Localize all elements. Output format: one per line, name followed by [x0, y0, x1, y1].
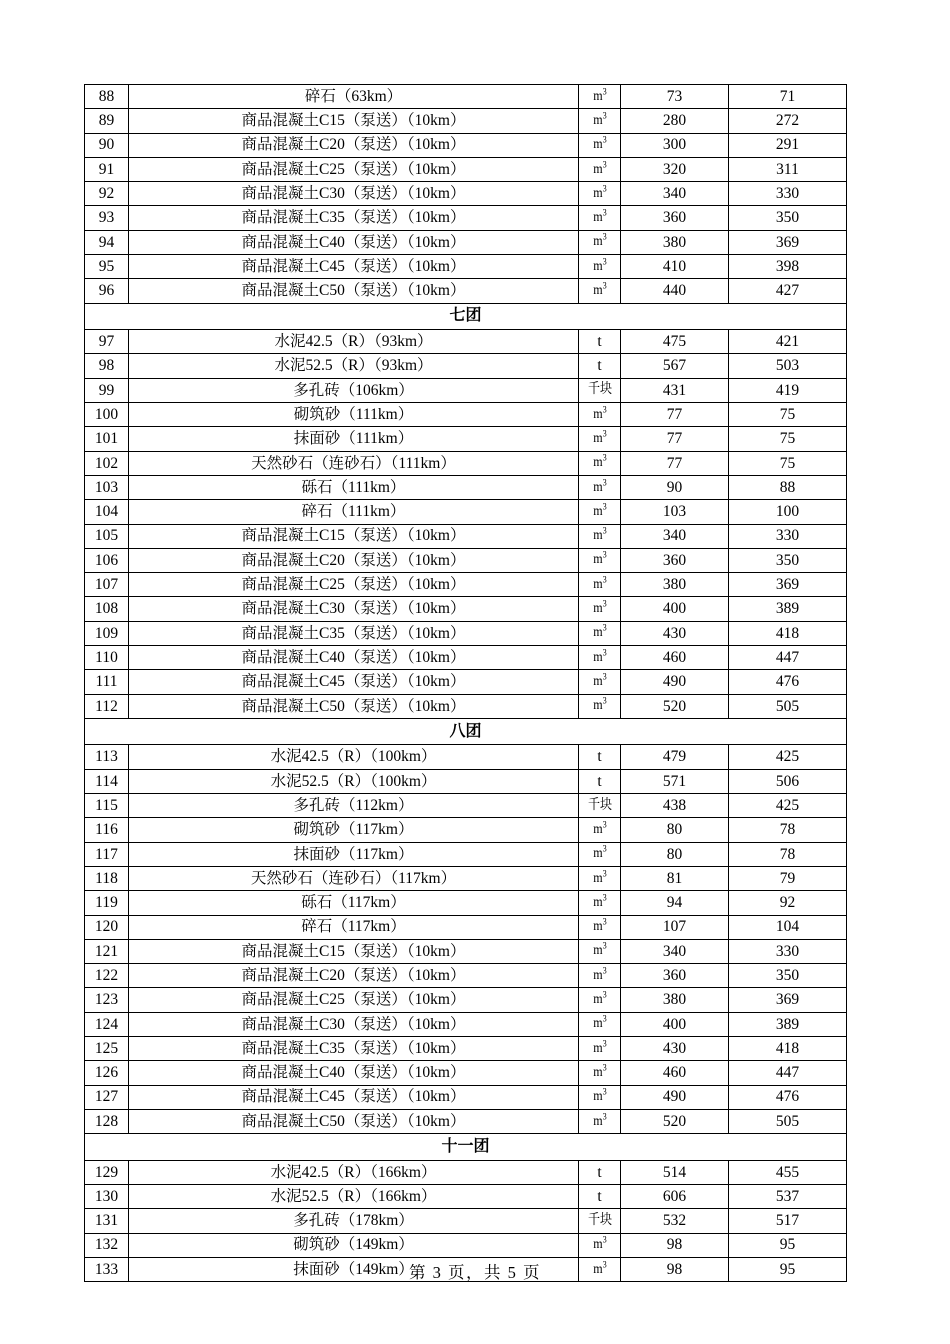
price-value-2: 419 — [729, 378, 847, 402]
table-row — [85, 500, 847, 524]
price-value-1: 567 — [621, 354, 729, 378]
price-value-1: 73 — [621, 85, 729, 109]
table-row — [85, 230, 847, 254]
price-value-1: 380 — [621, 230, 729, 254]
price-value-1: 479 — [621, 745, 729, 769]
unit-cell: $m^3$ — [581, 621, 617, 645]
table-row — [85, 818, 847, 842]
row-number: 125 — [85, 1036, 129, 1060]
material-name: 商品混凝土C45（泵送）（10km） — [129, 670, 579, 694]
unit-cell: $m^3$ — [581, 1085, 617, 1109]
unit-cell: $m^3$ — [581, 500, 617, 524]
table-row — [85, 427, 847, 451]
price-value-2: 398 — [729, 255, 847, 279]
price-value-2: 95 — [729, 1257, 847, 1281]
price-value-1: 571 — [621, 769, 729, 793]
row-number: 114 — [85, 769, 129, 793]
row-number: 93 — [85, 206, 129, 230]
material-name: 水泥52.5（R）（100km） — [129, 769, 579, 793]
price-value-1: 77 — [621, 403, 729, 427]
row-number: 100 — [85, 403, 129, 427]
price-value-2: 517 — [729, 1209, 847, 1233]
table-row — [85, 866, 847, 890]
price-value-2: 100 — [729, 500, 847, 524]
price-value-1: 532 — [621, 1209, 729, 1233]
table-row — [85, 988, 847, 1012]
table-row — [85, 1109, 847, 1133]
material-name: 商品混凝土C20（泵送）（10km） — [129, 133, 579, 157]
price-table-container — [84, 84, 846, 1282]
price-value-2: 389 — [729, 1012, 847, 1036]
price-value-2: 272 — [729, 109, 847, 133]
material-name: 商品混凝土C45（泵送）（10km） — [129, 1085, 579, 1109]
material-name: 抹面砂（111km） — [129, 427, 579, 451]
section-title: 七团 — [85, 303, 847, 330]
table-row — [85, 378, 847, 402]
material-price-table — [84, 84, 847, 1282]
row-number: 115 — [85, 794, 129, 818]
price-value-2: 350 — [729, 964, 847, 988]
price-value-1: 400 — [621, 597, 729, 621]
material-name: 商品混凝土C30（泵送）（10km） — [129, 597, 579, 621]
row-number: 110 — [85, 646, 129, 670]
material-name: 商品混凝土C30（泵送）（10km） — [129, 182, 579, 206]
row-number: 123 — [85, 988, 129, 1012]
row-number: 129 — [85, 1160, 129, 1184]
unit-cell: $m^3$ — [581, 939, 617, 963]
price-value-1: 80 — [621, 818, 729, 842]
material-name: 商品混凝土C35（泵送）（10km） — [129, 206, 579, 230]
table-row — [85, 255, 847, 279]
unit-cell: $m^3$ — [581, 85, 617, 109]
unit-cell: 千块 — [581, 1209, 617, 1233]
row-number: 121 — [85, 939, 129, 963]
row-number: 92 — [85, 182, 129, 206]
material-name: 商品混凝土C50（泵送）（10km） — [129, 1109, 579, 1133]
section-header-row — [85, 718, 847, 745]
material-name: 水泥52.5（R）（93km） — [129, 354, 579, 378]
table-row — [85, 157, 847, 181]
unit-cell: $m^3$ — [581, 694, 617, 718]
material-name: 碎石（117km） — [129, 915, 579, 939]
table-row — [85, 1012, 847, 1036]
row-number: 126 — [85, 1061, 129, 1085]
unit-cell: $m^3$ — [581, 133, 617, 157]
price-value-2: 330 — [729, 182, 847, 206]
price-value-1: 400 — [621, 1012, 729, 1036]
price-value-1: 430 — [621, 1036, 729, 1060]
price-value-1: 606 — [621, 1184, 729, 1208]
price-value-1: 90 — [621, 475, 729, 499]
unit-cell: 千块 — [581, 378, 617, 402]
row-number: 106 — [85, 548, 129, 572]
price-value-2: 350 — [729, 206, 847, 230]
row-number: 104 — [85, 500, 129, 524]
price-value-1: 490 — [621, 670, 729, 694]
table-row — [85, 330, 847, 354]
price-value-2: 75 — [729, 427, 847, 451]
material-name: 多孔砖（178km） — [129, 1209, 579, 1233]
price-value-1: 460 — [621, 1061, 729, 1085]
material-name: 商品混凝土C15（泵送）（10km） — [129, 109, 579, 133]
material-name: 商品混凝土C40（泵送）（10km） — [129, 1061, 579, 1085]
material-name: 水泥42.5（R）（166km） — [129, 1160, 579, 1184]
unit-cell: $m^3$ — [581, 1257, 617, 1281]
price-value-2: 427 — [729, 279, 847, 303]
unit-cell: $m^3$ — [581, 573, 617, 597]
material-name: 抹面砂（117km） — [129, 842, 579, 866]
table-row — [85, 694, 847, 718]
price-value-2: 418 — [729, 621, 847, 645]
material-name: 商品混凝土C20（泵送）（10km） — [129, 548, 579, 572]
table-row — [85, 794, 847, 818]
price-value-2: 291 — [729, 133, 847, 157]
row-number: 95 — [85, 255, 129, 279]
table-row — [85, 597, 847, 621]
unit-cell: $m^3$ — [581, 157, 617, 181]
material-name: 商品混凝土C40（泵送）（10km） — [129, 646, 579, 670]
table-row — [85, 475, 847, 499]
table-row — [85, 939, 847, 963]
price-value-1: 440 — [621, 279, 729, 303]
material-name: 商品混凝土C30（泵送）（10km） — [129, 1012, 579, 1036]
row-number: 105 — [85, 524, 129, 548]
table-row — [85, 451, 847, 475]
section-header-row — [85, 303, 847, 330]
unit-cell: $m^3$ — [581, 818, 617, 842]
price-value-2: 418 — [729, 1036, 847, 1060]
table-row — [85, 85, 847, 109]
material-name: 天然砂石（连砂石）（111km） — [129, 451, 579, 475]
row-number: 102 — [85, 451, 129, 475]
unit-cell: $m^3$ — [581, 451, 617, 475]
price-value-2: 330 — [729, 524, 847, 548]
price-value-1: 77 — [621, 427, 729, 451]
table-row — [85, 573, 847, 597]
material-name: 砌筑砂（111km） — [129, 403, 579, 427]
material-name: 碎石（111km） — [129, 500, 579, 524]
row-number: 98 — [85, 354, 129, 378]
unit-cell: $m^3$ — [581, 206, 617, 230]
row-number: 128 — [85, 1109, 129, 1133]
unit-cell: $m^3$ — [581, 646, 617, 670]
price-value-1: 438 — [621, 794, 729, 818]
price-value-2: 71 — [729, 85, 847, 109]
page-footer: 第 3 页，共 5 页 — [409, 1263, 541, 1282]
price-value-2: 503 — [729, 354, 847, 378]
table-row — [85, 206, 847, 230]
unit-cell: $m^3$ — [581, 1233, 617, 1257]
table-row — [85, 915, 847, 939]
price-value-2: 447 — [729, 646, 847, 670]
row-number: 118 — [85, 866, 129, 890]
price-value-2: 369 — [729, 230, 847, 254]
table-row — [85, 279, 847, 303]
row-number: 101 — [85, 427, 129, 451]
unit-cell: $m^3$ — [581, 109, 617, 133]
price-value-2: 78 — [729, 842, 847, 866]
row-number: 124 — [85, 1012, 129, 1036]
unit-cell: $m^3$ — [581, 427, 617, 451]
price-value-1: 107 — [621, 915, 729, 939]
row-number: 103 — [85, 475, 129, 499]
material-name: 多孔砖（112km） — [129, 794, 579, 818]
price-value-1: 380 — [621, 573, 729, 597]
price-value-2: 311 — [729, 157, 847, 181]
price-value-2: 447 — [729, 1061, 847, 1085]
unit-cell: $m^3$ — [581, 597, 617, 621]
material-name: 天然砂石（连砂石）（117km） — [129, 866, 579, 890]
unit-cell: $m^3$ — [581, 842, 617, 866]
table-row — [85, 133, 847, 157]
unit-cell: $m^3$ — [581, 866, 617, 890]
unit-cell: t — [579, 330, 621, 354]
price-value-2: 506 — [729, 769, 847, 793]
price-value-1: 98 — [621, 1257, 729, 1281]
table-row — [85, 670, 847, 694]
row-number: 127 — [85, 1085, 129, 1109]
price-value-1: 514 — [621, 1160, 729, 1184]
unit-cell: $m^3$ — [581, 279, 617, 303]
price-value-2: 75 — [729, 451, 847, 475]
material-name: 水泥52.5（R）（166km） — [129, 1184, 579, 1208]
price-value-2: 537 — [729, 1184, 847, 1208]
price-value-1: 520 — [621, 1109, 729, 1133]
price-value-1: 360 — [621, 548, 729, 572]
price-value-2: 476 — [729, 670, 847, 694]
unit-cell: $m^3$ — [581, 915, 617, 939]
material-name: 商品混凝土C50（泵送）（10km） — [129, 694, 579, 718]
material-name: 商品混凝土C50（泵送）（10km） — [129, 279, 579, 303]
price-value-1: 380 — [621, 988, 729, 1012]
table-row — [85, 891, 847, 915]
row-number: 99 — [85, 378, 129, 402]
row-number: 119 — [85, 891, 129, 915]
material-name: 商品混凝土C25（泵送）（10km） — [129, 988, 579, 1012]
unit-cell: $m^3$ — [581, 988, 617, 1012]
price-value-2: 75 — [729, 403, 847, 427]
table-row — [85, 548, 847, 572]
material-name: 商品混凝土C15（泵送）（10km） — [129, 939, 579, 963]
price-value-1: 360 — [621, 206, 729, 230]
price-value-1: 280 — [621, 109, 729, 133]
price-value-1: 490 — [621, 1085, 729, 1109]
section-title: 十一团 — [85, 1134, 847, 1161]
table-row — [85, 182, 847, 206]
material-name: 抹面砂（149km） — [129, 1257, 579, 1281]
price-value-1: 520 — [621, 694, 729, 718]
row-number: 131 — [85, 1209, 129, 1233]
material-name: 水泥42.5（R）（93km） — [129, 330, 579, 354]
unit-cell: $m^3$ — [581, 524, 617, 548]
table-row — [85, 646, 847, 670]
section-header-row — [85, 1134, 847, 1161]
row-number: 97 — [85, 330, 129, 354]
row-number: 113 — [85, 745, 129, 769]
price-value-1: 80 — [621, 842, 729, 866]
material-name: 砾石（117km） — [129, 891, 579, 915]
table-row — [85, 1160, 847, 1184]
unit-cell: $m^3$ — [581, 1061, 617, 1085]
table-row — [85, 109, 847, 133]
unit-cell: $m^3$ — [581, 964, 617, 988]
material-name: 商品混凝土C45（泵送）（10km） — [129, 255, 579, 279]
price-value-2: 104 — [729, 915, 847, 939]
price-value-2: 505 — [729, 1109, 847, 1133]
price-value-2: 369 — [729, 988, 847, 1012]
price-value-2: 92 — [729, 891, 847, 915]
unit-cell: $m^3$ — [581, 230, 617, 254]
price-value-2: 95 — [729, 1233, 847, 1257]
row-number: 130 — [85, 1184, 129, 1208]
unit-cell: t — [579, 769, 621, 793]
row-number: 90 — [85, 133, 129, 157]
price-value-2: 476 — [729, 1085, 847, 1109]
price-value-2: 88 — [729, 475, 847, 499]
material-name: 商品混凝土C25（泵送）（10km） — [129, 573, 579, 597]
row-number: 132 — [85, 1233, 129, 1257]
unit-cell: t — [579, 745, 621, 769]
price-value-1: 320 — [621, 157, 729, 181]
unit-cell: $m^3$ — [581, 403, 617, 427]
price-value-1: 431 — [621, 378, 729, 402]
table-row — [85, 354, 847, 378]
row-number: 94 — [85, 230, 129, 254]
table-row — [85, 745, 847, 769]
row-number: 107 — [85, 573, 129, 597]
material-name: 商品混凝土C35（泵送）（10km） — [129, 621, 579, 645]
price-value-2: 330 — [729, 939, 847, 963]
material-name: 商品混凝土C35（泵送）（10km） — [129, 1036, 579, 1060]
table-row — [85, 1209, 847, 1233]
price-value-1: 475 — [621, 330, 729, 354]
price-value-1: 410 — [621, 255, 729, 279]
table-row — [85, 403, 847, 427]
unit-cell: t — [579, 1184, 621, 1208]
table-row — [85, 524, 847, 548]
price-value-1: 81 — [621, 866, 729, 890]
unit-cell: $m^3$ — [581, 182, 617, 206]
material-name: 商品混凝土C25（泵送）（10km） — [129, 157, 579, 181]
row-number: 122 — [85, 964, 129, 988]
price-value-1: 340 — [621, 182, 729, 206]
price-value-1: 340 — [621, 524, 729, 548]
price-value-1: 300 — [621, 133, 729, 157]
row-number: 91 — [85, 157, 129, 181]
price-value-1: 94 — [621, 891, 729, 915]
row-number: 120 — [85, 915, 129, 939]
row-number: 88 — [85, 85, 129, 109]
row-number: 117 — [85, 842, 129, 866]
unit-cell: $m^3$ — [581, 475, 617, 499]
table-row — [85, 1085, 847, 1109]
material-name: 商品混凝土C15（泵送）（10km） — [129, 524, 579, 548]
material-name: 商品混凝土C20（泵送）（10km） — [129, 964, 579, 988]
price-value-1: 340 — [621, 939, 729, 963]
price-value-2: 79 — [729, 866, 847, 890]
table-row — [85, 964, 847, 988]
price-value-2: 350 — [729, 548, 847, 572]
table-row — [85, 842, 847, 866]
row-number: 112 — [85, 694, 129, 718]
unit-cell: $m^3$ — [581, 891, 617, 915]
table-row — [85, 1061, 847, 1085]
material-name: 砌筑砂（149km） — [129, 1233, 579, 1257]
price-value-1: 360 — [621, 964, 729, 988]
row-number: 111 — [85, 670, 129, 694]
table-body — [85, 85, 847, 1282]
material-name: 水泥42.5（R）（100km） — [129, 745, 579, 769]
unit-cell: $m^3$ — [581, 548, 617, 572]
row-number: 108 — [85, 597, 129, 621]
unit-cell: $m^3$ — [581, 670, 617, 694]
price-value-2: 505 — [729, 694, 847, 718]
row-number: 116 — [85, 818, 129, 842]
unit-cell: $m^3$ — [581, 1036, 617, 1060]
material-name: 碎石（63km） — [129, 85, 579, 109]
unit-cell: t — [579, 1160, 621, 1184]
row-number: 109 — [85, 621, 129, 645]
price-value-1: 430 — [621, 621, 729, 645]
row-number: 89 — [85, 109, 129, 133]
table-row — [85, 769, 847, 793]
material-name: 商品混凝土C40（泵送）（10km） — [129, 230, 579, 254]
unit-cell: $m^3$ — [581, 1012, 617, 1036]
section-title: 八团 — [85, 718, 847, 745]
row-number: 96 — [85, 279, 129, 303]
price-value-1: 460 — [621, 646, 729, 670]
unit-cell: $m^3$ — [581, 1109, 617, 1133]
material-name: 砌筑砂（117km） — [129, 818, 579, 842]
table-row — [85, 621, 847, 645]
material-name: 多孔砖（106km） — [129, 378, 579, 402]
price-value-2: 369 — [729, 573, 847, 597]
unit-cell: $m^3$ — [581, 255, 617, 279]
price-value-1: 103 — [621, 500, 729, 524]
unit-cell: t — [579, 354, 621, 378]
table-row — [85, 1233, 847, 1257]
price-value-2: 421 — [729, 330, 847, 354]
price-value-1: 98 — [621, 1233, 729, 1257]
table-row — [85, 1036, 847, 1060]
price-value-2: 425 — [729, 794, 847, 818]
price-value-2: 389 — [729, 597, 847, 621]
row-number: 133 — [85, 1257, 129, 1281]
unit-cell: 千块 — [581, 794, 617, 818]
table-row — [85, 1184, 847, 1208]
price-value-2: 455 — [729, 1160, 847, 1184]
material-name: 砾石（111km） — [129, 475, 579, 499]
price-value-2: 78 — [729, 818, 847, 842]
price-value-2: 425 — [729, 745, 847, 769]
price-value-1: 77 — [621, 451, 729, 475]
